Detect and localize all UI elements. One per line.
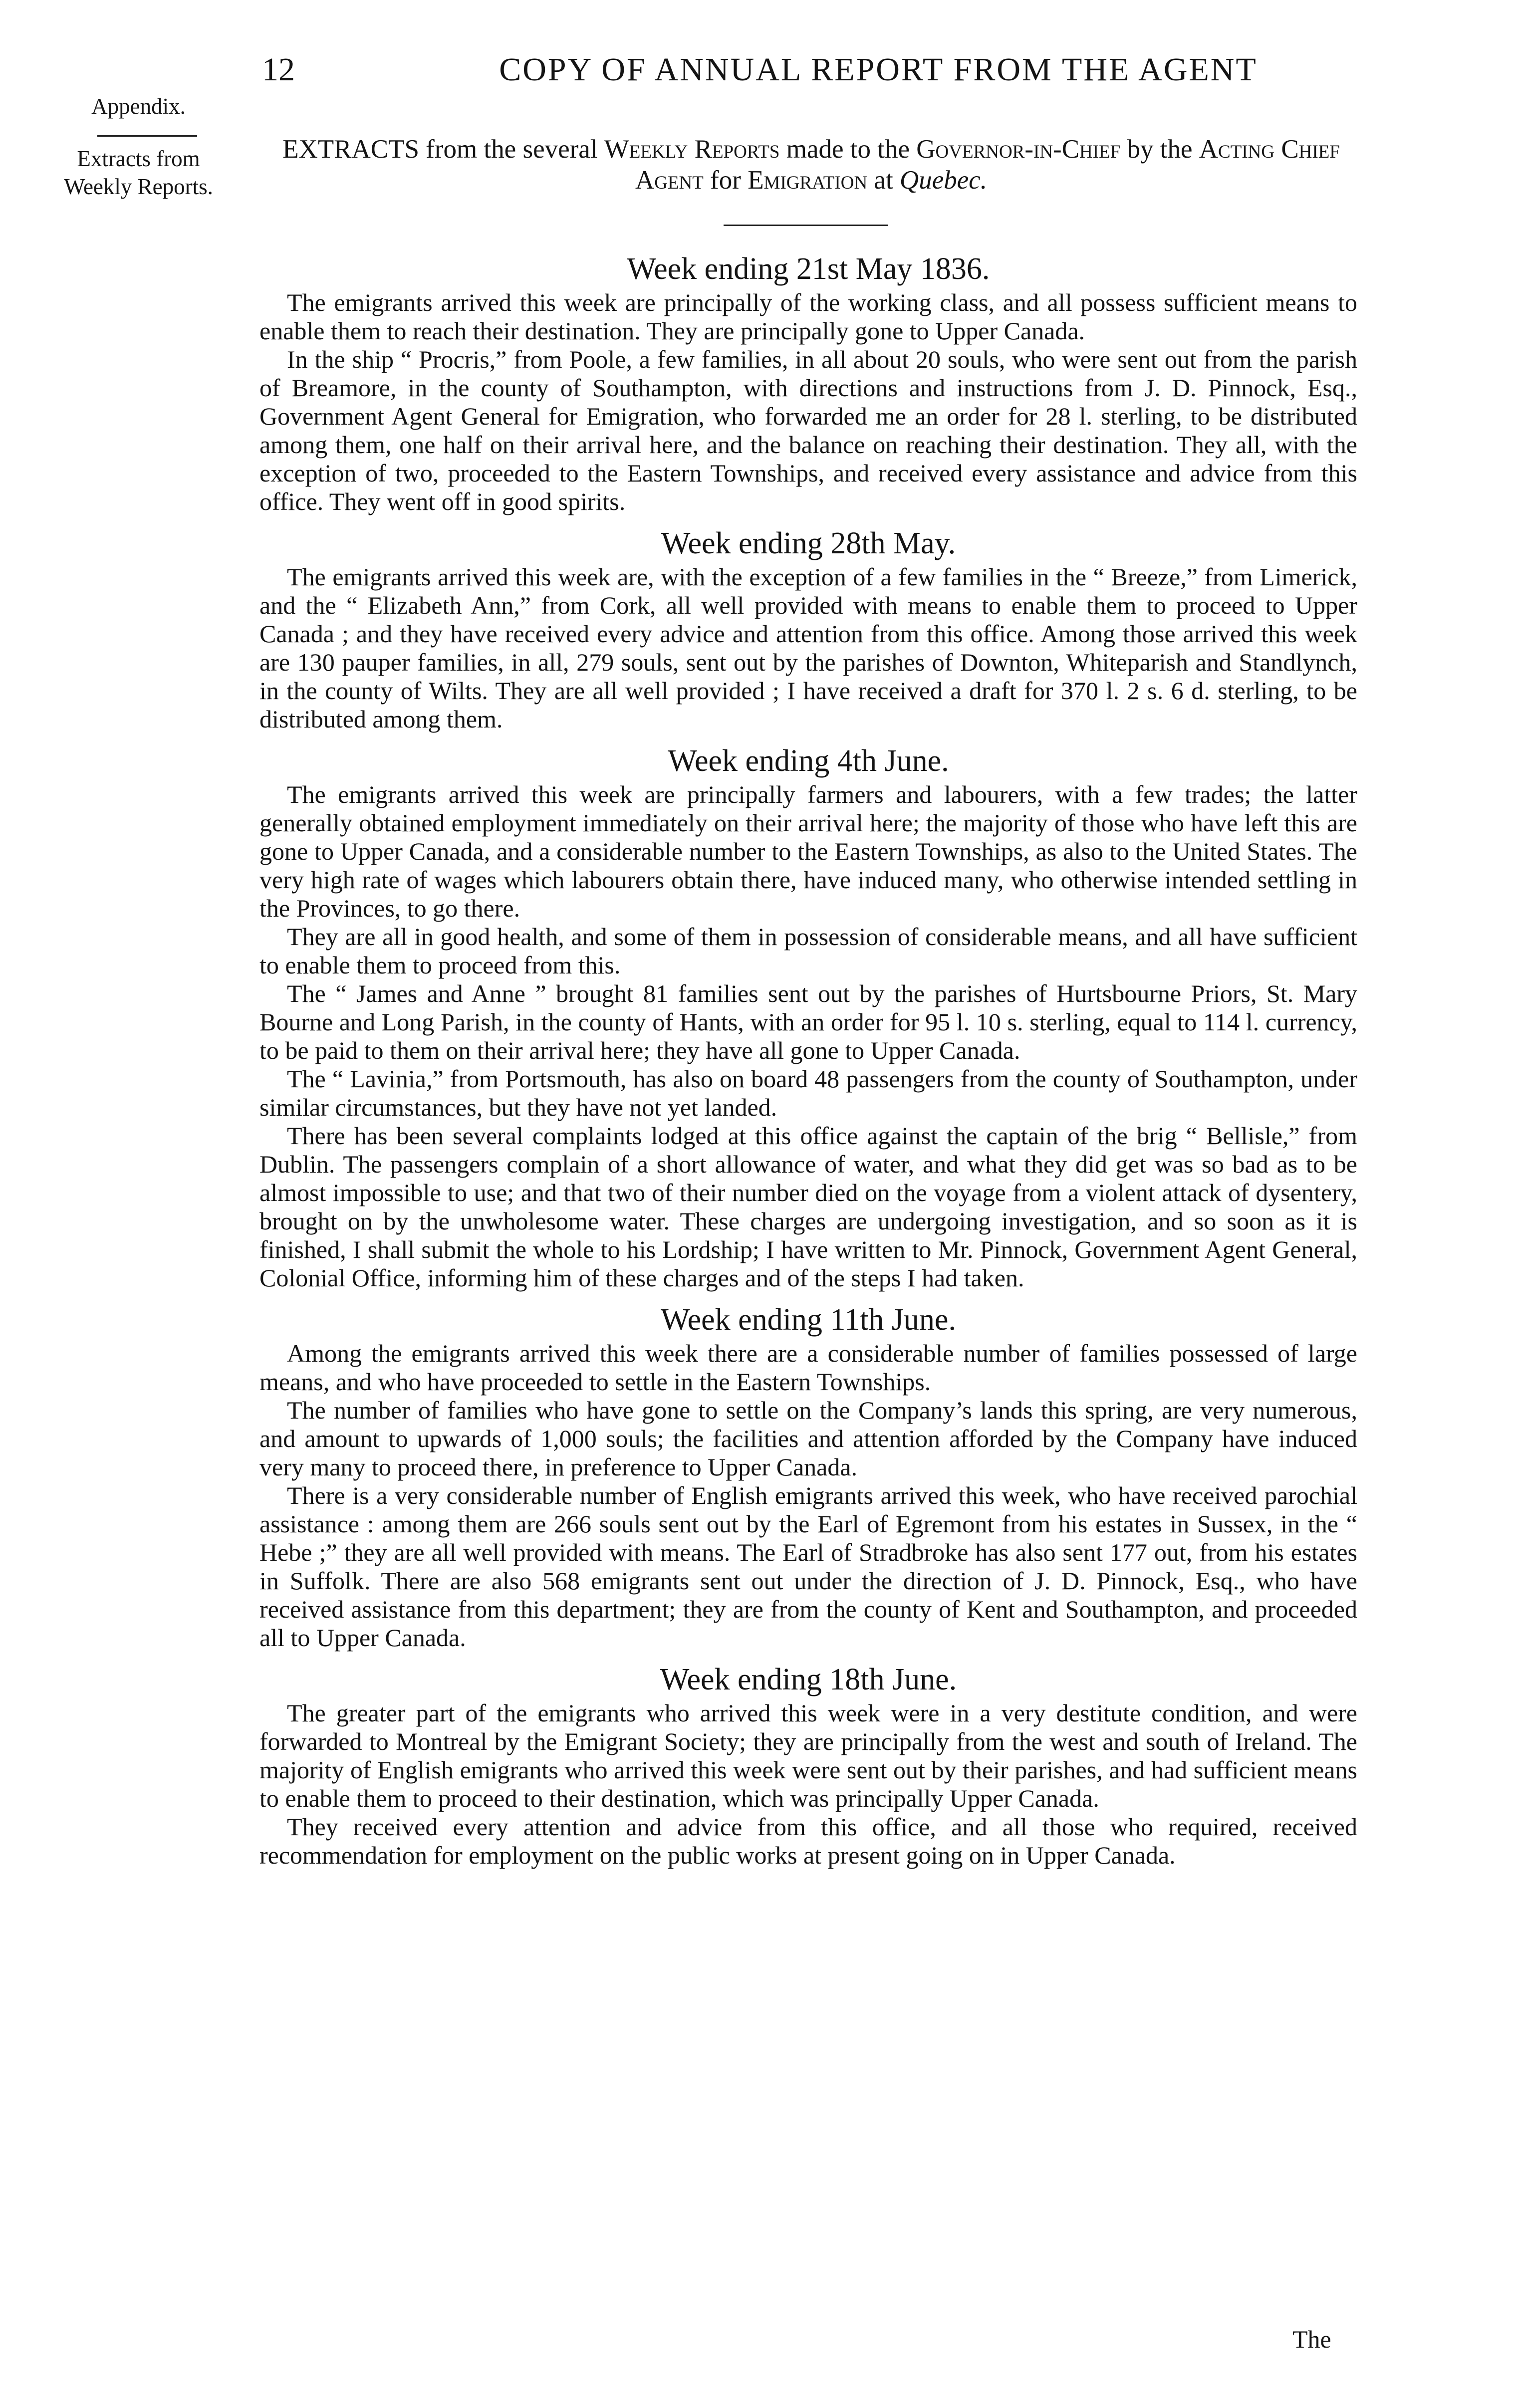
margin-divider bbox=[97, 135, 197, 137]
paragraph: The emigrants arrived this week are principally farmers and labourers, with a few trades; the latter generally obtained employment immediately on their arrival here; the majority of those who have left this are gone to Upper Canada, and a considerable number to the Eastern Townships, as also to the United States. The very high rate of wages which labourers obtain there, have induced many, who otherwise intended settling in the Provinces, to go there. bbox=[259, 780, 1357, 922]
paragraph: The “ Lavinia,” from Portsmouth, has also on board 48 passengers from the county of Southampton, under similar circumstances, but they have not yet landed. bbox=[259, 1065, 1357, 1121]
appendix-label: Appendix. bbox=[91, 94, 186, 119]
paragraph: In the ship “ Procris,” from Poole, a few families, in all about 20 souls, who were sent out from the parish of Breamore, in the county of Southampton, with directions and instructions from J. D. Pinnock, Esq., Government Agent General for Emigration, who forwarded me an order for 28 l. sterling, to be distributed among them, one half on their arrival here, and the balance on reaching their destination. They all, with the exception of two, proceeded to the Eastern Townships, and received every assistance and advice from this office. They went off in good spirits. bbox=[259, 345, 1357, 515]
intro-acting-agent: Acting Chief Agent bbox=[635, 135, 1340, 195]
intro-text: for bbox=[703, 166, 748, 195]
week-heading: Week ending 4th June. bbox=[668, 744, 949, 778]
paragraph: The emigrants arrived this week are principally of the working class, and all possess sufficient means to enable them to reach their destination. They are principally gone to Upper Canada. bbox=[259, 288, 1357, 345]
intro-divider bbox=[724, 225, 888, 226]
paragraph: There has been several complaints lodged at this office against the captain of the brig “ Bellisle,” from Dublin. The passengers complain of a short allowance of water, and what they did get was so bad as to be almost impossible to use; and that two of their number died on the voyage from a violent attack of dysentery, brought on by the unwholesome water. These charges are undergoing investigation, and so soon as it is finished, I shall submit the whole to his Lordship; I have written to Mr. Pinnock, Government Agent General, Colonial Office, informing him of these charges and of the steps I had taken. bbox=[259, 1122, 1357, 1292]
intro-weekly-reports: Weekly Reports bbox=[604, 135, 780, 164]
page-number: 12 bbox=[262, 51, 295, 88]
paragraph: The greater part of the emigrants who arrived this week were in a very destitute condition, and were forwarded to Montreal by the Emigrant Society; they are principally from the west and south of Ireland. The majority of English emigrants who arrived this week were sent out by their parishes, and had sufficient means to enable them to proceed to their destination, which was principally Upper Canada. bbox=[259, 1699, 1357, 1812]
intro-emigration: Emigration bbox=[748, 166, 868, 195]
paragraph: The number of families who have gone to settle on the Company’s lands this spring, are very numerous, and amount to upwards of 1,000 souls; the facilities and attention afforded by the Company have induced very many to proceed there, in preference to Upper Canada. bbox=[259, 1396, 1357, 1481]
paragraph: The emigrants arrived this week are, with the exception of a few families in the “ Breeze,” from Limerick, and the “ Elizabeth Ann,” from Cork, all well provided with means to enable them to proceed to Upper Canada ; and they have received every advice and attention from this office. Among those arrived this week are 130 pauper families, in all, 279 souls, sent out by the parishes of Downton, Whiteparish and Standlynch, in the county of Wilts. They are all well provided ; I have received a draft for 370 l. 2 s. 6 d. sterling, to be distributed among them. bbox=[259, 563, 1357, 733]
intro-governor: Governor-in-Chief bbox=[916, 135, 1121, 164]
week-heading: Week ending 21st May 1836. bbox=[627, 252, 990, 286]
running-head: COPY OF ANNUAL REPORT FROM THE AGENT bbox=[499, 51, 1258, 88]
week-heading: Week ending 11th June. bbox=[661, 1303, 956, 1337]
week-heading: Week ending 18th June. bbox=[660, 1663, 957, 1696]
catchword: The bbox=[1292, 2325, 1331, 2353]
report-body bbox=[259, 249, 1357, 1870]
intro-text: made to the bbox=[779, 135, 917, 164]
intro-heading bbox=[263, 134, 1359, 196]
intro-text: EXTRACTS from the several bbox=[282, 135, 604, 164]
intro-text: by the bbox=[1120, 135, 1199, 164]
intro-text: at bbox=[867, 166, 900, 195]
paragraph: They are all in good health, and some of them in possession of considerable means, and all have sufficient to enable them to proceed from this. bbox=[259, 923, 1357, 979]
paragraph: They received every attention and advice from this office, and all those who required, received recommendation for employment on the public works at present going on in Upper Canada. bbox=[259, 1813, 1357, 1869]
margin-note-extracts: Extracts from bbox=[77, 146, 200, 171]
week-heading: Week ending 28th May. bbox=[661, 526, 956, 560]
paragraph: There is a very considerable number of English emigrants arrived this week, who have received parochial assistance : among them are 266 souls sent out by the Earl of Egremont from his estates in Sussex, in the “ Hebe ;” they are all well provided with means. The Earl of Stradbroke has also sent 177 out, from his estates in Suffolk. There are also 568 emigrants sent out under the direction of J. D. Pinnock, Esq., who have received assistance from this department; they are from the county of Kent and Southampton, and proceeded all to Upper Canada. bbox=[259, 1481, 1357, 1652]
intro-place: Quebec. bbox=[899, 166, 988, 195]
paragraph: The “ James and Anne ” brought 81 families sent out by the parishes of Hurtsbourne Priors, St. Mary Bourne and Long Parish, in the county of Hants, with an order for 95 l. 10 s. sterling, equal to 114 l. currency, to be paid to them on their arrival here; they have all gone to Upper Canada. bbox=[259, 979, 1357, 1064]
margin-note-weekly: Weekly Reports. bbox=[64, 174, 213, 199]
paragraph: Among the emigrants arrived this week there are a considerable number of families possessed of large means, and who have proceeded to settle in the Eastern Townships. bbox=[259, 1339, 1357, 1396]
